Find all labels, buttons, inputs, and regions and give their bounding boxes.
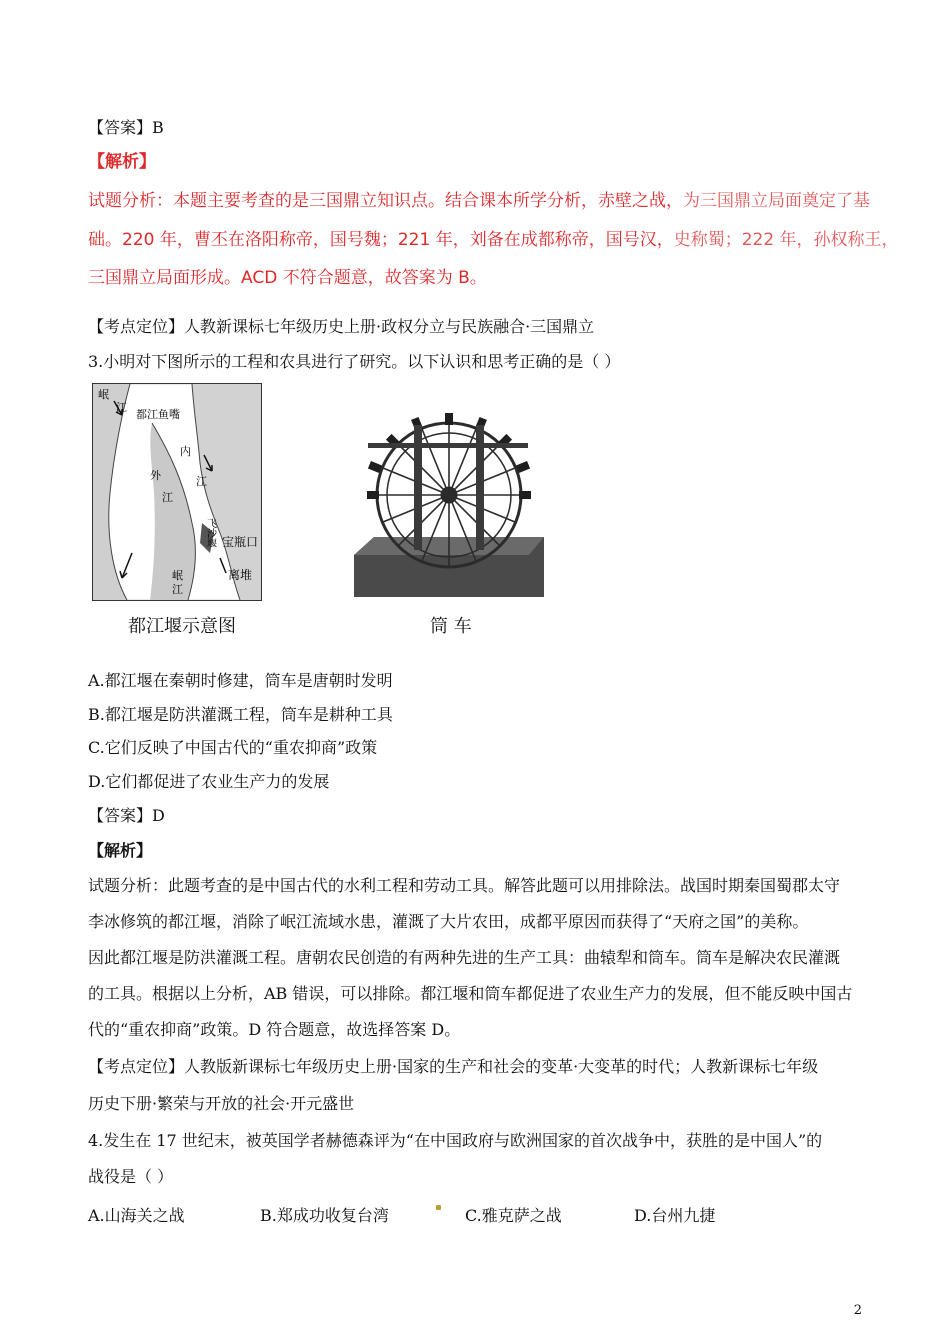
- q3-answer: 【答案】D: [88, 806, 165, 825]
- q3-analysis-line-1: 试题分析：此题考查的是中国古代的水利工程和劳动工具。解答此题可以用排除法。战国时期秦国蜀郡太守: [88, 876, 841, 895]
- q3-analysis-line-2: 李冰修筑的都江堰，消除了岷江流域水患，灌溉了大片农田，成都平原因而获得了“天府之国”的美称。: [88, 912, 809, 931]
- map-label-lidui: 离堆: [228, 568, 253, 582]
- map-label-jiang: 江: [116, 401, 127, 414]
- q4-stem-line-1: 4.发生在 17 世纪末，被英国学者赫德森评为“在中国政府与欧洲国家的首次战争中，获胜的是中国人”的: [88, 1131, 823, 1150]
- map-label-jiang-2: 江: [196, 475, 207, 488]
- map-label-min: 岷: [98, 388, 109, 401]
- q2-analysis-line-3: 三国鼎立局面形成。ACD 不符合题意，故答案为 B。: [88, 268, 487, 288]
- tongche-caption: 筒 车: [430, 616, 472, 637]
- stray-dot: [436, 1205, 441, 1210]
- q2-analysis-heading: 【解析】: [88, 152, 156, 172]
- tongche-photo: [354, 405, 544, 597]
- q3-kaodian-line-1: 【考点定位】人教版新课标七年级历史上册·国家的生产和社会的变革·大变革的时代；人教新课标七年级: [88, 1057, 819, 1076]
- q3-option-c: C.它们反映了中国古代的“重农抑商”政策: [88, 738, 378, 757]
- q2-analysis-line-1: 试题分析：本题主要考查的是三国鼎立知识点。结合课本所学分析，赤壁之战，为三国鼎立局面奠定了基: [88, 191, 870, 211]
- page-number: 2: [853, 1303, 862, 1318]
- q2-analysis-line-2: 础。220 年，曹丕在洛阳称帝，国号魏；221 年，刘备在成都称帝，国号汉，史称蜀；222 年，孙权称王，: [88, 230, 899, 250]
- q3-stem: 3.小明对下图所示的工程和农具进行了研究。以下认识和思考正确的是（ ）: [88, 352, 621, 371]
- q3-option-a: A.都江堰在秦朝时修建，筒车是唐朝时发明: [88, 671, 393, 690]
- map-label-wai: 外: [150, 469, 161, 482]
- map-label-yuzui: 都江鱼嘴: [136, 408, 180, 421]
- q2-kaodian: 【考点定位】人教新课标七年级历史上册·政权分立与民族融合·三国鼎立: [88, 317, 595, 336]
- q3-analysis-line-4: 的工具。根据以上分析，AB 错误，可以排除。都江堰和筒车都促进了农业生产力的发展，但不能反映中国古: [88, 984, 853, 1003]
- q3-analysis-heading: 【解析】: [88, 841, 153, 860]
- q4-option-c: C.雅克萨之战: [465, 1206, 562, 1225]
- map-label-baopingkou: 宝瓶口: [222, 535, 259, 549]
- map-caption: 都江堰示意图: [128, 616, 236, 637]
- map-label-feishayan: 飞沙堰: [204, 518, 216, 548]
- q4-stem-line-2: 战役是（ ）: [88, 1167, 174, 1186]
- dujiangyan-map: [92, 383, 262, 601]
- q2-answer: 【答案】B: [88, 118, 164, 137]
- q4-option-b: B.郑成功收复台湾: [260, 1206, 389, 1225]
- q3-option-d: D.它们都促进了农业生产力的发展: [88, 772, 330, 791]
- map-label-min-2: 岷: [172, 569, 183, 582]
- map-label-jiang-3: 江: [162, 491, 173, 504]
- q3-kaodian-line-2: 历史下册·繁荣与开放的社会·开元盛世: [88, 1094, 355, 1113]
- q4-option-a: A.山海关之战: [88, 1206, 185, 1225]
- map-label-jiang-4: 江: [172, 583, 183, 596]
- q3-analysis-line-3: 因此都江堰是防洪灌溉工程。唐朝农民创造的有两种先进的生产工具：曲辕犁和筒车。筒车是解决农民灌溉: [88, 948, 841, 967]
- q4-option-d: D.台州九捷: [634, 1206, 716, 1225]
- q3-analysis-line-5: 代的“重农抑商”政策。D 符合题意，故选择答案 D。: [88, 1020, 461, 1039]
- q3-option-b: B.都江堰是防洪灌溉工程，筒车是耕种工具: [88, 705, 393, 724]
- map-label-nei: 内: [180, 445, 191, 458]
